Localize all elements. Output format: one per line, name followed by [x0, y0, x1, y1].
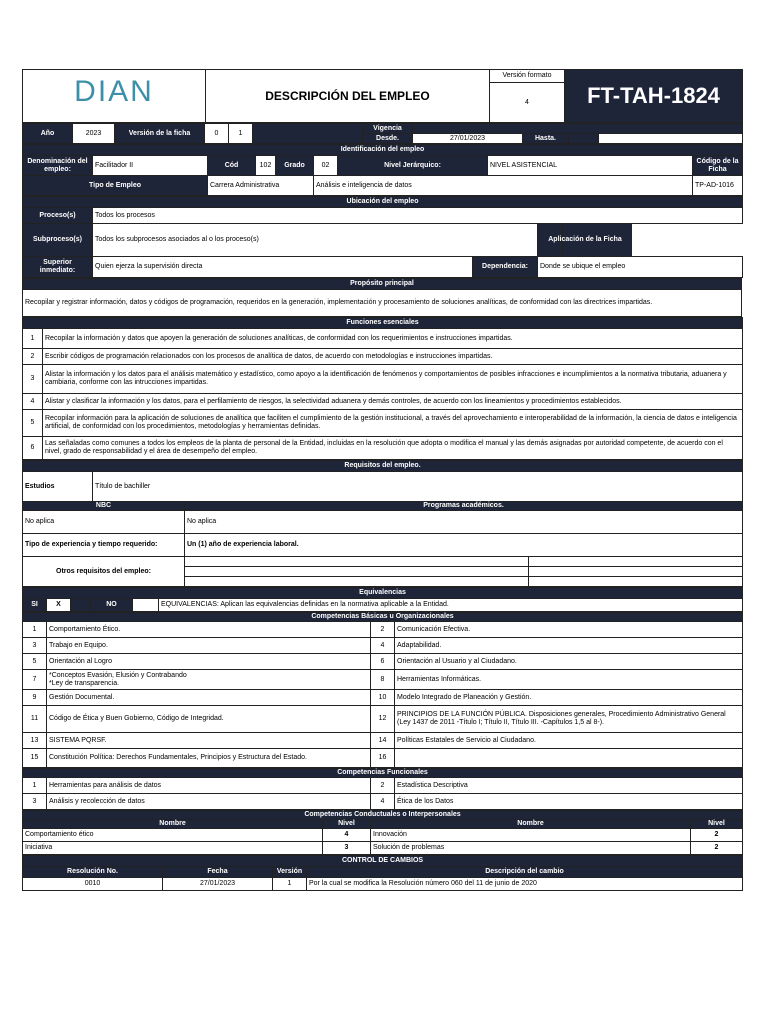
nombre-header-a: Nombre [23, 820, 323, 829]
denominacion-value: Facilitador II [93, 156, 208, 176]
nivel-value: NIVEL ASISTENCIAL [488, 156, 693, 176]
control-cambios-table [22, 855, 743, 891]
logo-cell [23, 70, 206, 123]
version-ficha-a: 0 [205, 124, 229, 144]
job-description-sheet [22, 69, 742, 891]
requisitos-section: Requisitos del empleo. [23, 461, 743, 472]
superior-value: Quien ejerza la supervisión directa [93, 257, 473, 278]
competencia-name: Comportamiento ético [23, 829, 323, 842]
equivalencias-section: Equivalencias [23, 588, 743, 599]
competencia-basica-row [23, 706, 743, 733]
funcion-row [23, 349, 743, 365]
identificacion-section: Identificación del empleo [23, 145, 743, 156]
tipo-value: Carrera Administrativa [208, 176, 314, 196]
competencia-funcional-row [23, 778, 743, 794]
ubicacion-section: Ubicación del empleo [23, 197, 743, 208]
desde-label: Desde. [363, 134, 413, 144]
funcion-text: Alistar la información y los datos para el análisis matemático y estadístico, como apoyo a la identificación de fenómenos y comportamientos de posibles infracciones e incumplimientos a la normativa tributaria, aduanera y cambiaria, conforme con las intrucciones impartidas. [43, 365, 743, 394]
control-cambios-section: CONTROL DE CAMBIOS [23, 856, 743, 867]
funcion-number: 1 [23, 329, 43, 349]
competencia-text: SISTEMA PQRSF. [47, 733, 371, 749]
desde-value: 27/01/2023 [413, 134, 523, 144]
competencia-number: 7 [23, 670, 47, 690]
competencia-text: Orientación al Usuario y al Ciudadano. [395, 654, 743, 670]
codigo-ficha-label: Código de la Ficha [693, 156, 743, 176]
estudios-label: Estudios [23, 472, 93, 502]
funcion-number: 6 [23, 437, 43, 460]
competencia-text: PRINCIPIOS DE LA FUNCIÓN PÚBLICA. Disposiciones generales, Procedimiento Administrativo General (Ley 1437 de 2011 -Título I; Título II, Título III. -Capítulos 1,5 al 8-). [395, 706, 743, 733]
fecha-value: 27/01/2023 [163, 878, 273, 891]
competencias-funcionales-table [22, 768, 743, 810]
funcion-text: Alistar y clasificar la información y los datos, para el perfilamiento de riesgos, la selectividad aduanera y demás controles, de acuerdo con los lineamientos y procedimientos establecidos. [43, 394, 743, 410]
competencia-text: Herramientas para análisis de datos [47, 778, 371, 794]
competencia-level: 3 [323, 842, 371, 855]
header-table [22, 69, 743, 123]
competencia-number: 9 [23, 690, 47, 706]
competencia-number: 2 [371, 622, 395, 638]
no-label: NO [91, 599, 133, 612]
fecha-header: Fecha [163, 867, 273, 878]
competencias-basicas-section: Competencias Básicas u Organizacionales [23, 613, 743, 622]
experiencia-value: Un (1) año de experiencia laboral. [185, 534, 743, 557]
funcion-row [23, 365, 743, 394]
nivel-header-b: Nivel [691, 820, 743, 829]
anio-value: 2023 [73, 124, 115, 144]
funcion-text: Las señaladas como comunes a todos los empleos de la planta de personal de la Entidad, incluidas en la resolución que adopta o modifica el manual y las demás asignadas por autoridad competente, de acuerdo con el nivel, grado de responsabilidad y el área de desempeño del empleo. [43, 437, 743, 460]
proceso-label: Proceso(s) [23, 208, 93, 224]
competencia-number: 5 [23, 654, 47, 670]
competencia-text: Estadística Descriptiva [395, 778, 743, 794]
competencia-basica-row [23, 670, 743, 690]
superior-label: Superior inmediato: [23, 257, 93, 278]
funcion-text: Recopilar la información y datos que apoyen la generación de soluciones analíticas, de conformidad con los requerimientos e instrucciones impartidas. [43, 329, 743, 349]
subproceso-value: Todos los subprocesos asociados al o los proceso(s) [93, 224, 538, 257]
competencia-number: 3 [23, 794, 47, 810]
competencias-funcionales-section: Competencias Funcionales [23, 769, 743, 778]
competencia-text: Código de Ética y Buen Gobierno, Código de Integridad. [47, 706, 371, 733]
competencia-number: 14 [371, 733, 395, 749]
aplicacion-label: Aplicación de la Ficha [538, 224, 632, 256]
competencia-text: Análisis y recolección de datos [47, 794, 371, 810]
anio-label: Año [23, 124, 73, 144]
equivalencias-text: EQUIVALENCIAS: Aplican las equivalencias definidas en la normativa aplicable a la Entidad. [159, 599, 743, 612]
competencia-number: 1 [23, 622, 47, 638]
descripcion-value: Por la cual se modifica la Resolución número 060 del 11 de junio de 2020 [307, 878, 743, 891]
competencia-text: Políticas Estatales de Servicio al Ciudadano. [395, 733, 743, 749]
competencia-basica-row [23, 622, 743, 638]
competencia-conductual-row [23, 842, 743, 855]
subproceso-label: Subproceso(s) [23, 224, 93, 257]
grado-label: Grado [276, 156, 314, 176]
dependencia-label: Dependencia: [473, 257, 538, 278]
codigo-ficha-value: TP-AD-1016 [693, 176, 743, 196]
competencia-level: 2 [691, 842, 743, 855]
nombre-header-b: Nombre [371, 820, 691, 829]
nbc-value: No aplica [23, 511, 185, 534]
competencias-basicas-table [22, 612, 743, 768]
funcion-text: Recopilar información para la aplicación de soluciones de analítica que faciliten el cumplimiento de la gestión institucional, a través del aprovechamiento e interoperabilidad de la información, la ciencia de datos e inteligencia artificial, de conformidad con los procedimientos, metodologías y herramientas definidas. [43, 410, 743, 437]
competencia-number: 4 [371, 794, 395, 810]
competencia-text: Ética de los Datos [395, 794, 743, 810]
page-title: DESCRIPCIÓN DEL EMPLEO [206, 70, 490, 123]
vigencia-label: Vigencia [363, 124, 413, 134]
competencia-text: Constitución Política: Derechos Fundamentales, Principios y Estructura del Estado. [47, 749, 371, 768]
competencia-number: 2 [371, 778, 395, 794]
si-mark: X [47, 599, 71, 612]
competencia-number: 11 [23, 706, 47, 733]
nbc-label: NBC [23, 502, 185, 511]
programas-label: Programas académicos. [185, 502, 743, 511]
otros-label: Otros requisitos del empleo: [23, 557, 185, 587]
competencia-text: Comportamiento Ético. [47, 622, 371, 638]
competencia-text: Comunicación Efectiva. [395, 622, 743, 638]
competencia-number: 1 [23, 778, 47, 794]
competencia-text: Gestión Documental. [47, 690, 371, 706]
version-formato-value: 4 [490, 83, 565, 123]
competencia-level: 2 [691, 829, 743, 842]
competencia-text: Adaptabilidad. [395, 638, 743, 654]
competencia-text: Trabajo en Equipo. [47, 638, 371, 654]
competencia-basica-row [23, 733, 743, 749]
proposito-text: Recopilar y registrar información, datos y códigos de programación, requeridos en la generación, implementación y procesamiento de soluciones analíticas, de conformidad con las directrices impartidas. [23, 290, 742, 317]
competencia-number: 4 [371, 638, 395, 654]
competencia-number: 6 [371, 654, 395, 670]
version-formato-label: Versión formato [490, 70, 565, 83]
competencia-number: 13 [23, 733, 47, 749]
proposito-table [22, 278, 742, 317]
funcion-number: 3 [23, 365, 43, 394]
descripcion-header: Descripción del cambio [307, 867, 743, 878]
dependencia-value: Donde se ubique el empleo [538, 257, 743, 278]
version-ficha-label: Versión de la ficha [115, 124, 205, 144]
competencia-number: 15 [23, 749, 47, 768]
competencia-number: 10 [371, 690, 395, 706]
competencia-text: Orientación al Logro [47, 654, 371, 670]
competencia-text: *Conceptos Evasión, Elusión y Contrabando *Ley de transparencia. [47, 670, 371, 690]
competencia-number: 8 [371, 670, 395, 690]
version-ficha-b: 1 [229, 124, 253, 144]
competencia-funcional-row [23, 794, 743, 810]
funcion-row [23, 394, 743, 410]
estudios-value: Título de bachiller [93, 472, 743, 502]
identificacion-table [22, 144, 743, 196]
meta-table [22, 123, 743, 144]
ubicacion-table [22, 196, 743, 278]
si-label: SI [23, 599, 47, 612]
proposito-section: Propósito principal [23, 279, 742, 290]
competencia-name: Innovación [371, 829, 691, 842]
cod-value: 102 [256, 156, 276, 176]
competencia-number: 12 [371, 706, 395, 733]
competencia-text [395, 749, 743, 768]
competencia-name: Solución de problemas [371, 842, 691, 855]
competencia-level: 4 [323, 829, 371, 842]
funcion-row [23, 329, 743, 349]
funcion-number: 4 [23, 394, 43, 410]
funcion-number: 2 [23, 349, 43, 365]
competencia-number: 16 [371, 749, 395, 768]
version-header: Versión [273, 867, 307, 878]
competencia-text: Modelo Integrado de Planeación y Gestión. [395, 690, 743, 706]
resolucion-header: Resolución No. [23, 867, 163, 878]
competencia-text: Herramientas Informáticas. [395, 670, 743, 690]
funcion-number: 5 [23, 410, 43, 437]
tipo-label: Tipo de Empleo [23, 176, 208, 196]
requisitos-table [22, 460, 743, 587]
resolucion-value: 0010 [23, 878, 163, 891]
funciones-section: Funciones esenciales [23, 318, 743, 329]
nivel-label: Nivel Jerárquico: [338, 156, 488, 176]
funcion-row [23, 437, 743, 460]
competencia-basica-row [23, 749, 743, 768]
form-code: FT-TAH-1824 [565, 70, 743, 123]
competencia-conductual-row [23, 829, 743, 842]
version-value: 1 [273, 878, 307, 891]
equivalencias-table [22, 587, 743, 612]
competencia-name: Iniciativa [23, 842, 323, 855]
funcion-text: Escribir códigos de programación relacionados con los procesos de analítica de datos, de acuerdo con metodologías e instrucciones impartidas. [43, 349, 743, 365]
nivel-header-a: Nivel [323, 820, 371, 829]
competencia-number: 3 [23, 638, 47, 654]
denominacion-label: Denominación del empleo: [23, 156, 93, 176]
dian-logo: DIAN [74, 75, 154, 108]
competencia-basica-row [23, 654, 743, 670]
funciones-table [22, 317, 743, 460]
funcion-row [23, 410, 743, 437]
grado-value: 02 [314, 156, 338, 176]
experiencia-label: Tipo de experiencia y tiempo requerido: [23, 534, 185, 557]
competencias-conductuales-section: Competencias Conductuales o Interpersonales [23, 811, 743, 820]
programas-value: No aplica [185, 511, 743, 534]
competencia-basica-row [23, 690, 743, 706]
hasta-label: Hasta. [523, 134, 569, 144]
competencia-basica-row [23, 638, 743, 654]
proceso-value: Todos los procesos [93, 208, 743, 224]
cod-label: Cód [208, 156, 256, 176]
area-value: Análisis e inteligencia de datos [314, 176, 693, 196]
competencias-conductuales-table [22, 810, 743, 855]
